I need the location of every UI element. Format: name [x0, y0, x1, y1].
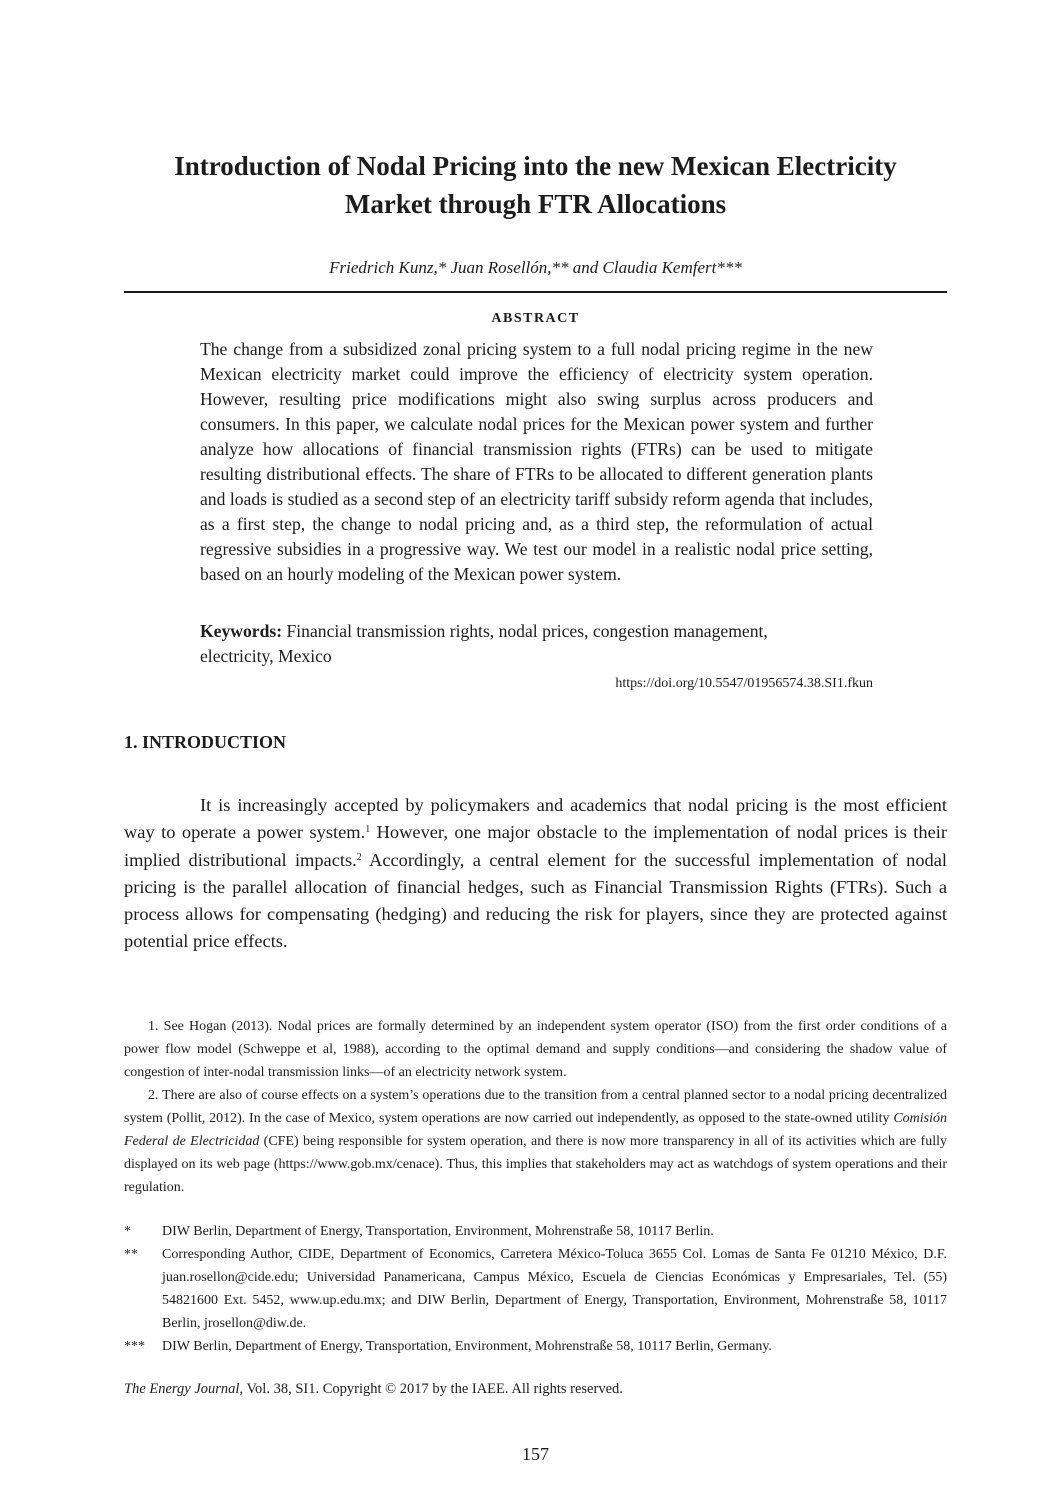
affiliation-mark: *	[124, 1224, 131, 1239]
footnotes	[124, 1015, 947, 1199]
affiliations	[124, 1220, 947, 1358]
affiliation-text: DIW Berlin, Department of Energy, Transportation, Environment, Mohrenstraße 58, 10117 Berlin, Germany.	[162, 1339, 772, 1354]
affiliation-mark: ***	[124, 1339, 145, 1354]
intro-text-a: It is increasingly accepted by policymakers and academics that nodal pricing is the most efficient way to operate a power system.	[124, 795, 947, 843]
footnote-2-italic: Comisión Federal de Electricidad	[124, 1111, 947, 1149]
footnote-ref-2[interactable]: 2	[356, 851, 362, 863]
keywords-text: Financial transmission rights, nodal prices, congestion management, electricity, Mexico	[200, 621, 768, 666]
keywords	[200, 619, 800, 669]
footnote-2	[124, 1084, 947, 1199]
abstract-heading: ABSTRACT	[491, 311, 580, 326]
affiliation-row	[124, 1335, 947, 1358]
footnote-2-text-b: (CFE) being responsible for system operation, and there is now more transparency in all of its activities which are fully displayed on its web page (https://www.gob.mx/cenace). Thus, this implies that stakeholders may act as watchdogs of system operations and their regulation.	[124, 1134, 947, 1195]
keywords-label: Keywords:	[200, 621, 283, 641]
author-list: Friedrich Kunz,* Juan Rosellón,** and Claudia Kemfert***	[329, 258, 742, 277]
affiliation-row	[124, 1220, 947, 1243]
journal-citation	[124, 1381, 623, 1398]
journal-rest: , Vol. 38, SI1. Copyright © 2017 by the IAEE. All rights reserved.	[239, 1381, 623, 1397]
intro-text-b: However, one major obstacle to the implementation of nodal prices is their implied distributional impacts.	[124, 822, 947, 870]
paper-title	[124, 147, 947, 223]
footnote-1: 1. See Hogan (2013). Nodal prices are formally determined by an independent system operator (ISO) from the first order conditions of a power flow model (Schweppe et al, 1988), according to the optimal demand and supply conditions—and considering the shadow value of congestion of inter-nodal transmission links—of an electricity network system.	[124, 1019, 947, 1080]
intro-paragraph	[124, 792, 947, 956]
section-heading: 1. INTRODUCTION	[124, 732, 287, 752]
footnote-2-text-a: 2. There are also of course effects on a system’s operations due to the transition from a central planned sector to a nodal pricing decentralized system (Pollit, 2012). In the case of Mexico, system operations are now carried out independently, as opposed to the state-owned utility	[124, 1088, 947, 1126]
intro-text-c: Accordingly, a central element for the successful implementation of nodal pricing is the parallel allocation of financial hedges, such as Financial Transmission Rights (FTRs). Such a process allows for compensating (hedging) and reducing the risk for players, since they are protected against potential price effects.	[124, 849, 947, 952]
doi-link[interactable]: https://doi.org/10.5547/01956574.38.SI1.fkun	[615, 676, 873, 691]
title-line-1: Introduction of Nodal Pricing into the new Mexican Electricity	[174, 151, 897, 181]
title-line-2: Market through FTR Allocations	[344, 189, 727, 219]
affiliation-mark: **	[124, 1247, 138, 1262]
abstract-text: The change from a subsidized zonal pricing system to a full nodal pricing regime in the new Mexican electricity market could improve the efficiency of electricity system operation. However, resulting price modifications might also swing surplus across producers and consumers. In this paper, we calculate nodal prices for the Mexican power system and further analyze how allocations of financial transmission rights (FTRs) can be used to mitigate resulting distributional effects. The share of FTRs to be allocated to different generation plants and loads is studied as a second step of an electricity tariff subsidy reform agenda that includes, as a first step, the change to nodal pricing and, as a third step, the reformulation of actual regressive subsidies in a progressive way. We test our model in a realistic nodal price setting, based on an hourly modeling of the Mexican power system.	[200, 339, 873, 584]
affiliation-text: DIW Berlin, Department of Energy, Transportation, Environment, Mohrenstraße 58, 10117 Berlin.	[162, 1224, 714, 1239]
header-rule	[124, 291, 947, 293]
footnote-ref-1[interactable]: 1	[365, 824, 371, 836]
journal-name: The Energy Journal	[124, 1381, 240, 1397]
affiliation-text: Corresponding Author, CIDE, Department of Economics, Carretera México-Toluca 3655 Col. Lomas de Santa Fe 01210 México, D.F. juan.rosellon@cide.edu; Universidad Panamericana, Campus México, Escuela de Ciencias Económicas y Empresariales, Tel. (55) 54821600 Ext. 5452, www.up.edu.mx; and DIW Berlin, Department of Energy, Transportation, Environment, Mohrenstraße 58, 10117 Berlin, jrosellon@diw.de.	[162, 1247, 947, 1331]
affiliation-row	[124, 1243, 947, 1335]
page-number: 157	[522, 1444, 549, 1464]
